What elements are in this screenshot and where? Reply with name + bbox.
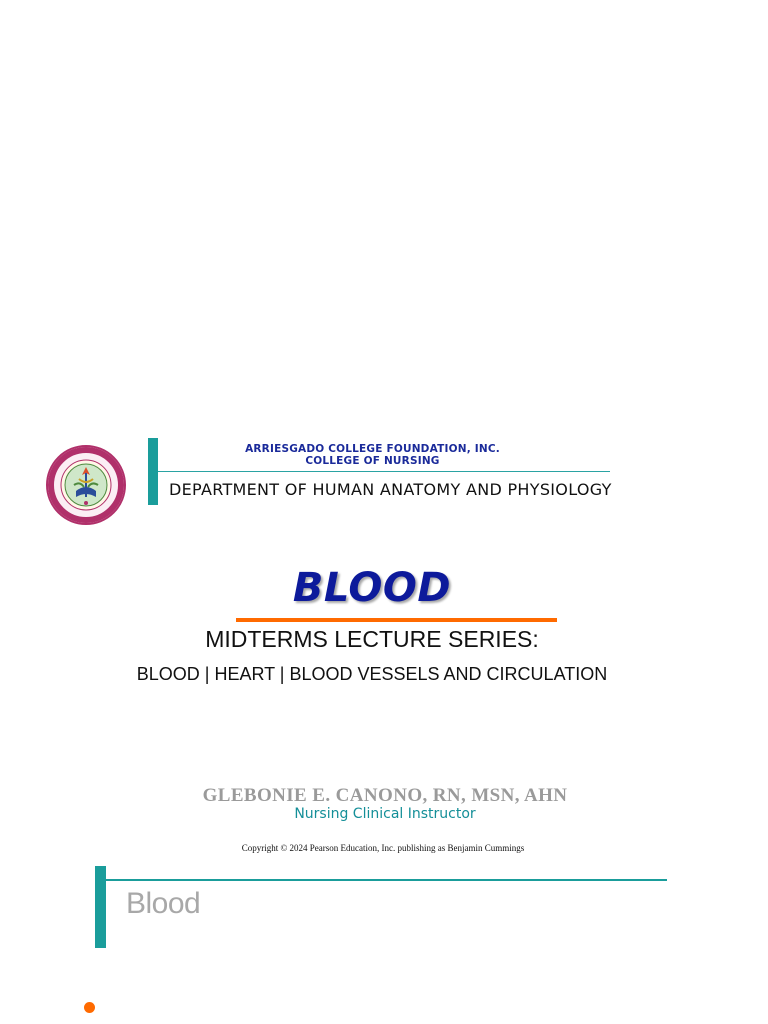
college-name: ARRIESGADO COLLEGE FOUNDATION, INC. xyxy=(245,443,500,455)
title-underline xyxy=(236,618,557,622)
header-accent-bar xyxy=(148,438,158,505)
lecture-topics: BLOOD | HEART | BLOOD VESSELS AND CIRCULATION xyxy=(136,664,608,684)
copyright-notice: Copyright © 2024 Pearson Education, Inc. publishing as Benjamin Cummings xyxy=(241,843,525,853)
bullet-icon xyxy=(84,1002,95,1013)
section-divider xyxy=(106,879,667,881)
college-unit: COLLEGE OF NURSING xyxy=(305,455,440,467)
college-heading xyxy=(200,443,545,467)
author-name: GLEBONIE E. CANONO, RN, MSN, AHN xyxy=(202,785,568,806)
college-seal-icon xyxy=(46,445,126,525)
section-title: Blood xyxy=(126,887,201,920)
section-accent-bar xyxy=(95,866,106,948)
page-title: BLOOD xyxy=(292,565,452,611)
lecture-series: MIDTERMS LECTURE SERIES: xyxy=(205,626,539,652)
author-role: Nursing Clinical Instructor xyxy=(294,806,476,822)
department-name: DEPARTMENT OF HUMAN ANATOMY AND PHYSIOLOGY xyxy=(169,480,612,499)
header-divider xyxy=(158,471,610,472)
